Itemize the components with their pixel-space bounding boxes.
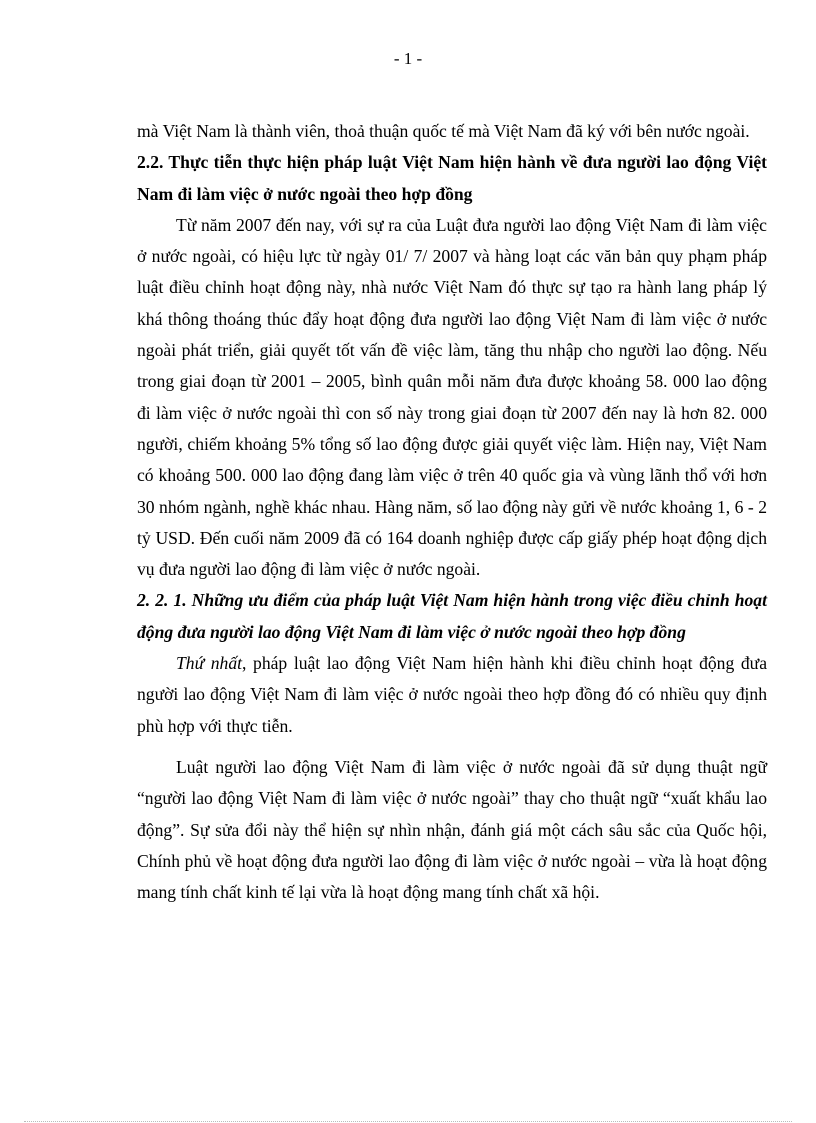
page-number: - 1 - (393, 49, 423, 68)
paragraph-practice: Từ năm 2007 đến nay, với sự ra của Luật đưa người lao động Việt Nam đi làm việc ở nước ngoài, có hiệu lực từ ngày 01/ 7/ 2007 và hàng loạt các văn bản quy phạm pháp luật điều chỉnh hoạt động này, nhà nước Việt Nam đó thực sự tạo ra hành lang pháp lý khá thông thoáng thúc đẩy hoạt động đưa người lao động Việt Nam đi làm việc ở nước ngoài phát triển, giải quyết tốt vấn đề việc làm, tăng thu nhập cho người lao động. Nếu trong giai đoạn từ 2001 – 2005, bình quân mỗi năm đưa được khoảng 58. 000 lao động đi làm việc ở nước ngoài thì con số này trong giai đoạn từ 2007 đến nay là hơn 82. 000 người, chiếm khoảng 5% tổng số lao động được giải quyết việc làm. Hiện nay, Việt Nam có khoảng 500. 000 lao động đang làm việc ở trên 40 quốc gia và vùng lãnh thổ với hơn 30 nhóm ngành, nghề khác nhau. Hàng năm, số lao động này gửi về nước khoảng 1, 6 - 2 tỷ USD. Đến cuối năm 2009 đã có 164 doanh nghiệp được cấp giấy phép hoạt động dịch vụ đưa người lao động đi làm việc ở nước ngoài. (137, 214, 767, 580)
first-point-text: , pháp luật lao động Việt Nam hiện hành khi điều chỉnh hoạt động đưa người lao động Việt Nam đi làm việc ở nước ngoài theo hợp đồng đó có nhiều quy định phù hợp với thực tiễn. (137, 653, 767, 736)
section-heading-2-2: 2.2. Thực tiễn thực hiện pháp luật Việt Nam hiện hành về đưa người lao động Việt Nam đi làm việc ở nước ngoài theo hợp đồng (137, 152, 767, 204)
first-point-label: Thứ nhất (176, 653, 243, 674)
document-body (137, 116, 767, 908)
page-bottom-divider (24, 1121, 792, 1122)
subsection-heading-2-2-1: 2. 2. 1. Những ưu điểm của pháp luật Việt Nam hiện hành trong việc điều chỉnh hoạt động đưa người lao động Việt Nam đi làm việc ở nước ngoài theo hợp đồng (137, 590, 767, 642)
paragraph-first-point (137, 648, 767, 742)
paragraph-terminology: Luật người lao động Việt Nam đi làm việc ở nước ngoài đã sử dụng thuật ngữ “người lao động Việt Nam đi làm việc ở nước ngoài” thay cho thuật ngữ “xuất khẩu lao động”. Sự sửa đổi này thể hiện sự nhìn nhận, đánh giá một cách sâu sắc của Quốc hội, Chính phủ về hoạt động đưa người lao động đi làm việc ở nước ngoài – vừa là hoạt động mang tính chất kinh tế lại vừa là hoạt động mang tính chất xã hội. (137, 756, 767, 903)
paragraph-continuation: mà Việt Nam là thành viên, thoả thuận quốc tế mà Việt Nam đã ký với bên nước ngoài. (137, 121, 750, 141)
